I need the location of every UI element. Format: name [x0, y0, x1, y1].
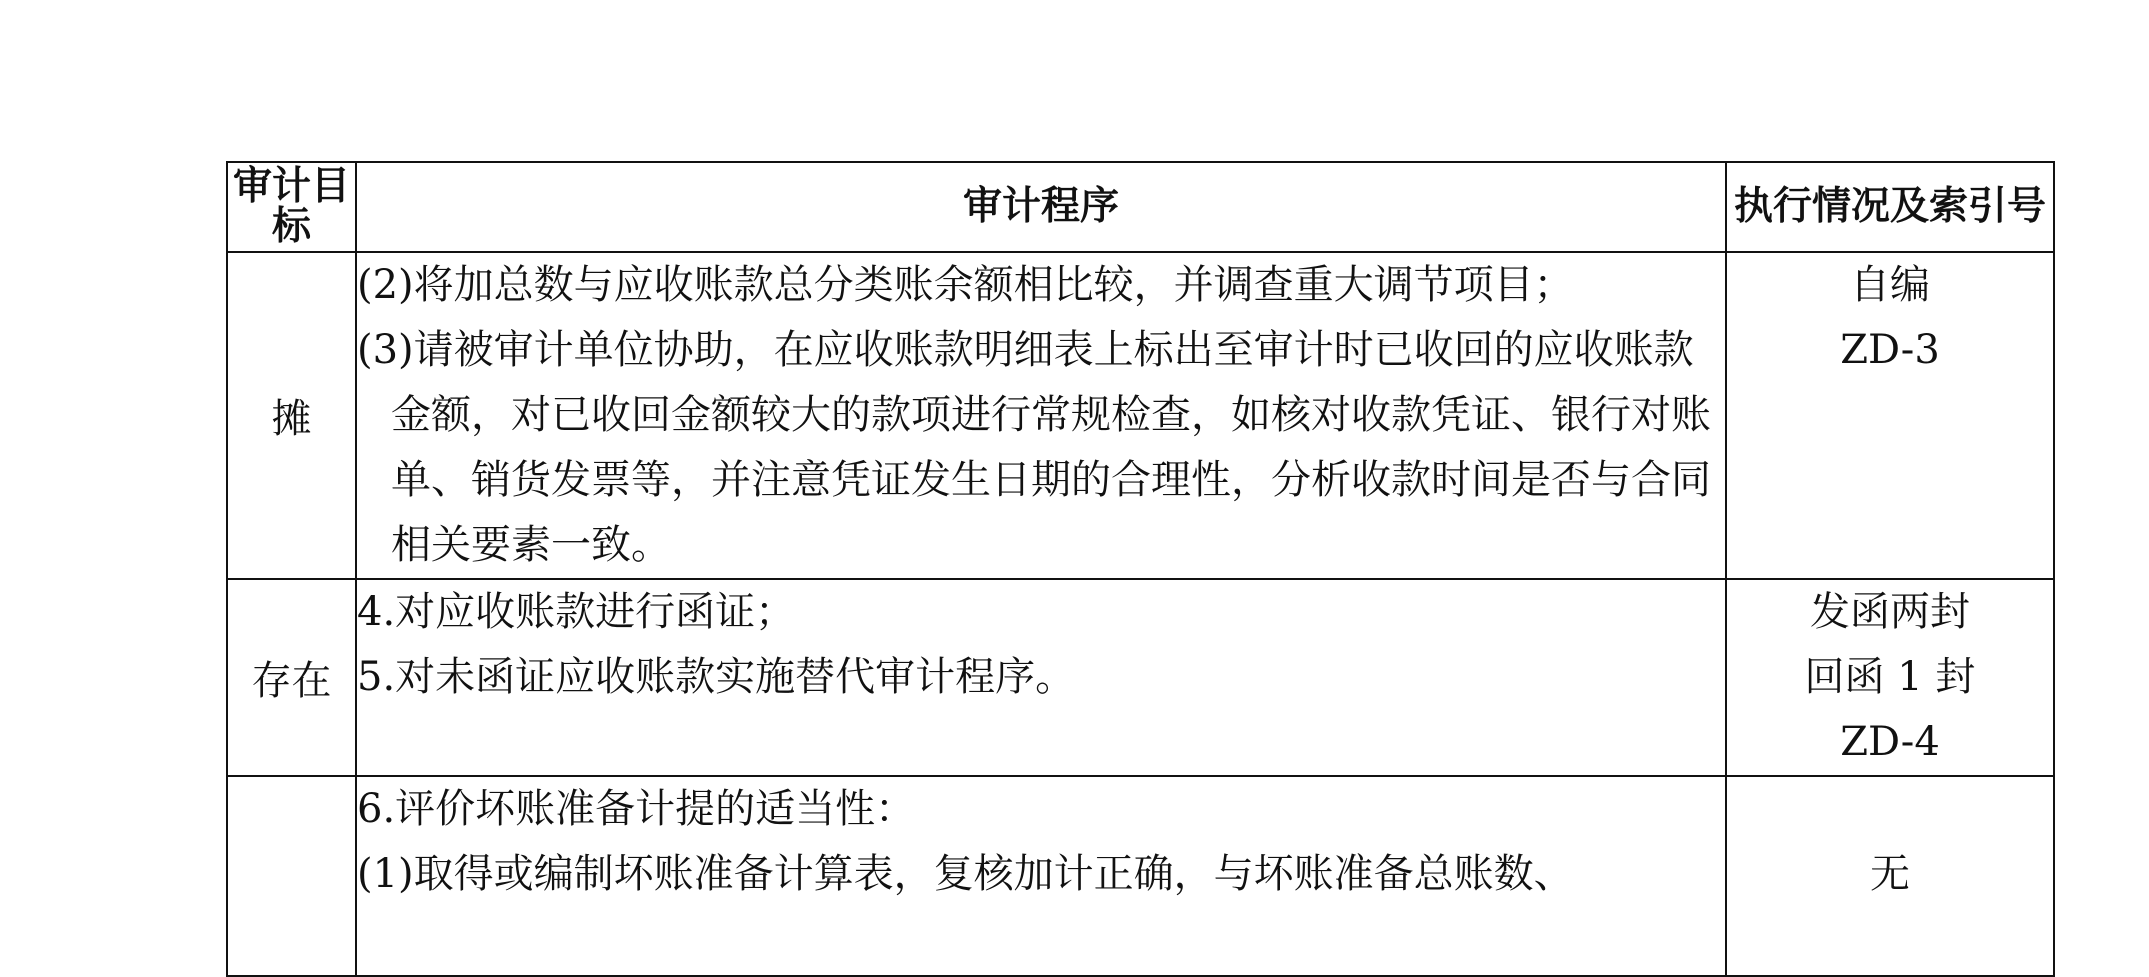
procedure-item: 4.对应收账款进行函证； [357, 589, 796, 635]
objective-cell: 存在 [227, 579, 356, 776]
header-objective: 审计目标 [227, 162, 356, 252]
procedure-cell [356, 252, 1726, 579]
table-row [227, 776, 2054, 976]
execution-cell [1726, 579, 2054, 776]
table-row [227, 252, 2054, 579]
execution-cell [1726, 252, 2054, 579]
execution-item: ZD-4 [1840, 719, 1940, 765]
procedure-cell [356, 579, 1726, 776]
table-row [227, 579, 2054, 776]
objective-cell: 摊 [227, 252, 356, 579]
execution-item: ZD-3 [1840, 327, 1940, 373]
procedure-item: (3)请被审计单位协助，在应收账款明细表上标出至审计时已收回的应收账款金额，对已收回金额较大的款项进行常规检查，如核对收款凭证、银行对账单、销货发票等，并注意凭证发生日期的合理性，分析收款时间是否与合同相关要素一致。 [357, 327, 1711, 568]
procedure-item: (2)将加总数与应收账款总分类账余额相比较，并调查重大调节项目； [357, 262, 1574, 308]
spacer [1727, 777, 2053, 842]
procedure-item: 5.对未函证应收账款实施替代审计程序。 [357, 654, 1076, 700]
header-procedure: 审计程序 [356, 162, 1726, 252]
execution-item: 发函两封 [1810, 589, 1970, 635]
execution-item: 回函 1 封 [1804, 654, 1976, 700]
procedure-item: (1)取得或编制坏账准备计算表，复核加计正确，与坏账准备总账数、 [357, 851, 1574, 897]
procedure-item: 6.评价坏账准备计提的适当性： [357, 786, 916, 832]
procedure-cell [356, 776, 1726, 976]
execution-cell [1726, 776, 2054, 976]
header-execution: 执行情况及索引号 [1726, 162, 2054, 252]
execution-item: 自编 [1850, 262, 1930, 308]
objective-cell [227, 776, 356, 976]
execution-item: 无 [1870, 851, 1910, 897]
table-header-row [227, 162, 2054, 252]
audit-procedure-table [226, 161, 2055, 977]
